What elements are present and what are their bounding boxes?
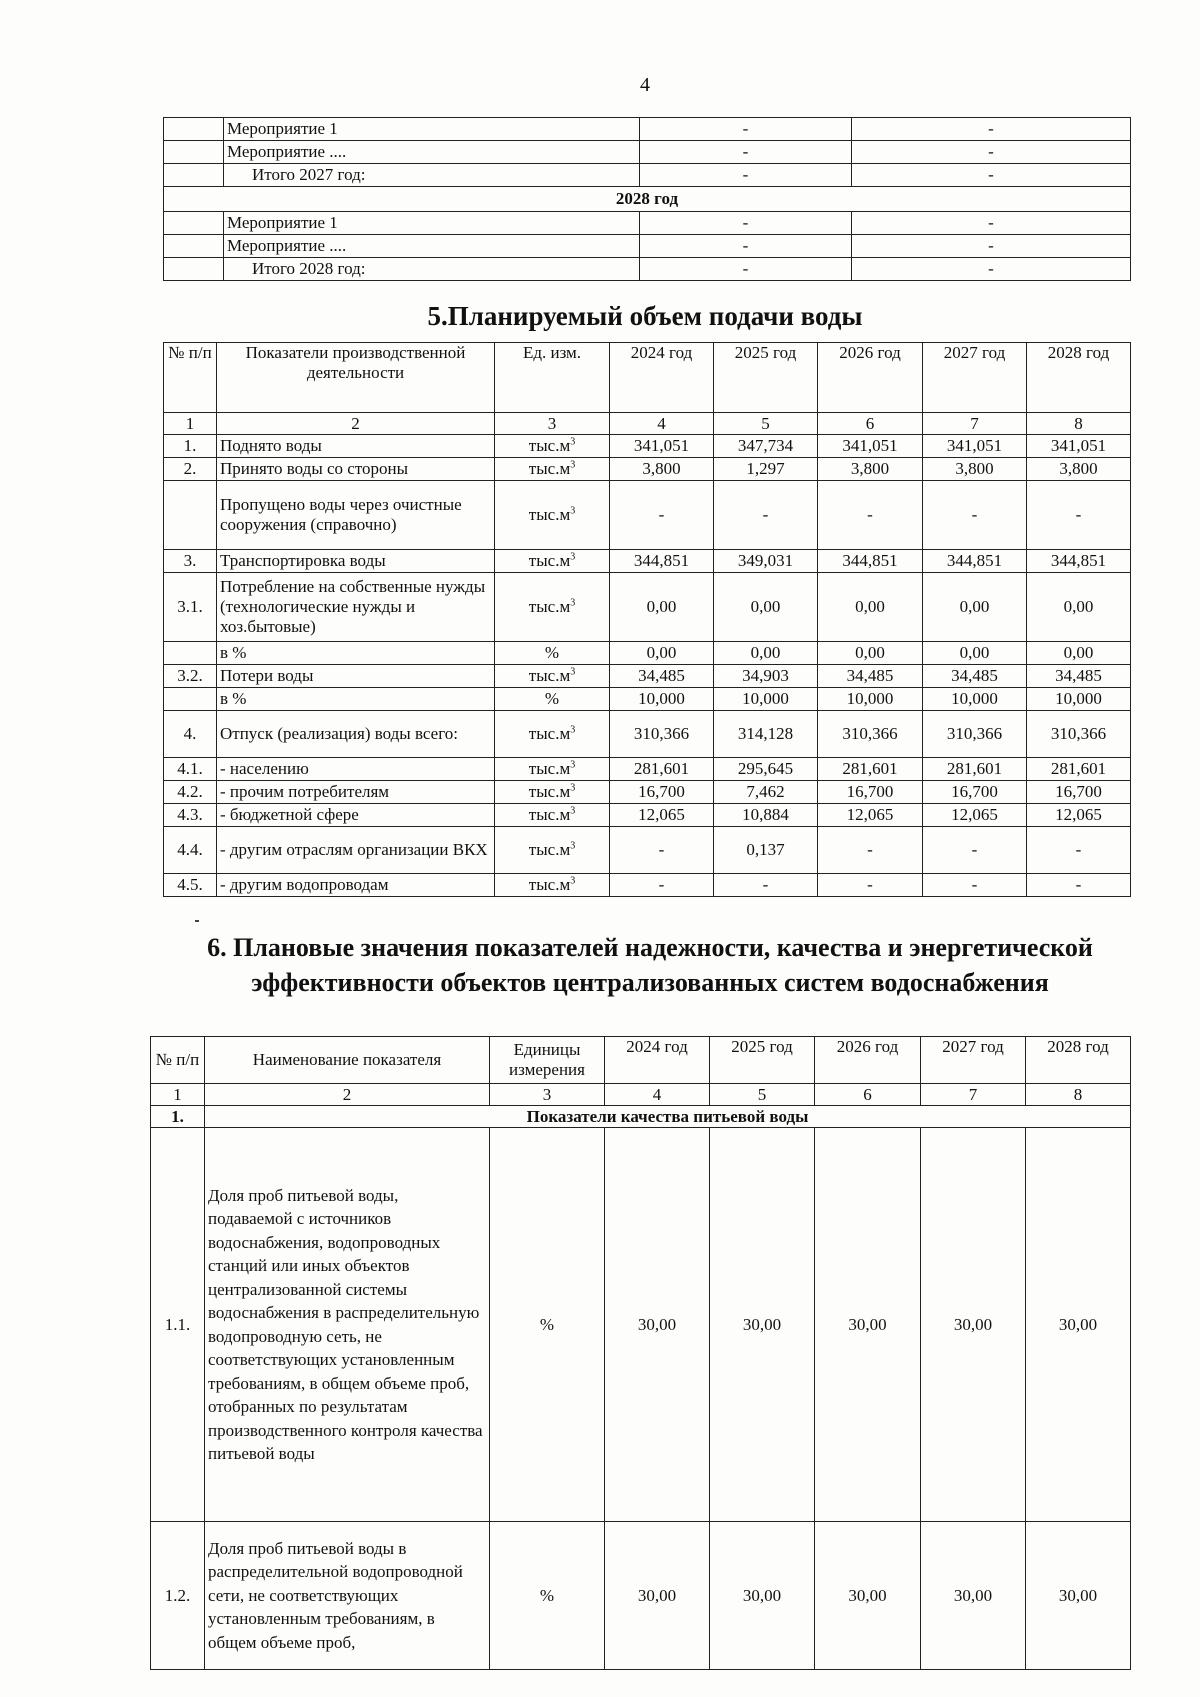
table-row: в % % 10,000 10,000 10,000 10,000 10,000 <box>164 688 1131 711</box>
table-row: 4.1. - населению $тыс.м^3$ 281,601 295,645 281,601 281,601 281,601 <box>164 758 1131 781</box>
table-row: 3. Транспортировка воды $тыс.м^3$ 344,851 349,031 344,851 344,851 344,851 <box>164 550 1131 573</box>
table-body <box>164 435 1131 897</box>
column-number-row: 1 2 3 4 5 6 7 8 <box>164 413 1131 435</box>
table-row: 1. Поднято воды $тыс.м^3$ 341,051 347,734 341,051 341,051 341,051 <box>164 435 1131 458</box>
group-row: 1. Показатели качества питьевой воды <box>151 1106 1131 1128</box>
table-row: Пропущено воды через очистные сооружения (справочно) $тыс.м^3$ - - - - - <box>164 481 1131 550</box>
page-number: 4 <box>640 74 650 96</box>
table-row: Мероприятие 1 - - <box>164 212 1131 235</box>
table-row: 2. Принято воды со стороны $тыс.м^3$ 3,800 1,297 3,800 3,800 3,800 <box>164 458 1131 481</box>
section5-title: 5.Планируемый объем подачи воды <box>427 301 863 331</box>
table-row: Мероприятие .... - - <box>164 141 1131 164</box>
water-supply-table <box>163 342 1131 897</box>
table-header: № п/п Наименование показателя Единицы измерения 2024 год 2025 год 2026 год 2027 год 2028 год <box>151 1037 1131 1084</box>
column-number-row: 1 2 3 4 5 6 7 8 <box>151 1084 1131 1106</box>
year-row: 2028 год <box>164 187 1131 212</box>
table-row: 1.1. Доля проб питьевой воды, подаваемой с источников водоснабжения, водопроводных станций или иных объектов централизованной системы водоснабжения в распределительную водопроводную сеть, не соответствующих установленным требованиям, в общем объеме проб, отобранных по результатам производственного контроля качества питьевой воды % 30,00 30,00 30,00 30,00 30,00 <box>151 1128 1131 1522</box>
table-row: 4.2. - прочим потребителям $тыс.м^3$ 16,700 7,462 16,700 16,700 16,700 <box>164 781 1131 804</box>
quality-indicators-table <box>150 1036 1131 1670</box>
table-row: Мероприятие .... - - <box>164 235 1131 258</box>
table-row: в % % 0,00 0,00 0,00 0,00 0,00 <box>164 642 1131 665</box>
table-row: 4.3. - бюджетной сфере $тыс.м^3$ 12,065 10,884 12,065 12,065 12,065 <box>164 804 1131 827</box>
table-row: 4. Отпуск (реализация) воды всего: $тыс.м^3$ 310,366 314,128 310,366 310,366 310,366 <box>164 711 1131 758</box>
table-row: 4.4. - другим отраслям организации ВКХ $тыс.м^3$ - 0,137 - - - <box>164 827 1131 874</box>
table-row: Мероприятие 1 - - <box>164 118 1131 141</box>
events-table <box>163 117 1131 281</box>
table-row: 3.1. Потребление на собственные нужды (технологические нужды и хоз.бытовые) $тыс.м^3$ 0,00 0,00 0,00 0,00 0,00 <box>164 573 1131 642</box>
section6-title: 6. Плановые значения показателей надежности, качества и энергетической эффективности объектов централизованных систем водоснабжения <box>207 933 1093 997</box>
table-row: 3.2. Потери воды $тыс.м^3$ 34,485 34,903 34,485 34,485 34,485 <box>164 665 1131 688</box>
table-row: 4.5. - другим водопроводам $тыс.м^3$ - - - - - <box>164 874 1131 897</box>
total-row: Итого 2028 год: - - <box>164 258 1131 281</box>
table-row: 1.2. Доля проб питьевой воды в распределительной водопроводной сети, не соответствующих установленным требованиям, в общем объеме проб, % 30,00 30,00 30,00 30,00 30,00 <box>151 1522 1131 1670</box>
total-row: Итого 2027 год: - - <box>164 164 1131 187</box>
stray-mark <box>195 920 199 922</box>
table-header: № п/п Показатели производственной деятельности Ед. изм. 2024 год 2025 год 2026 год 2027 год 2028 год <box>164 343 1131 413</box>
